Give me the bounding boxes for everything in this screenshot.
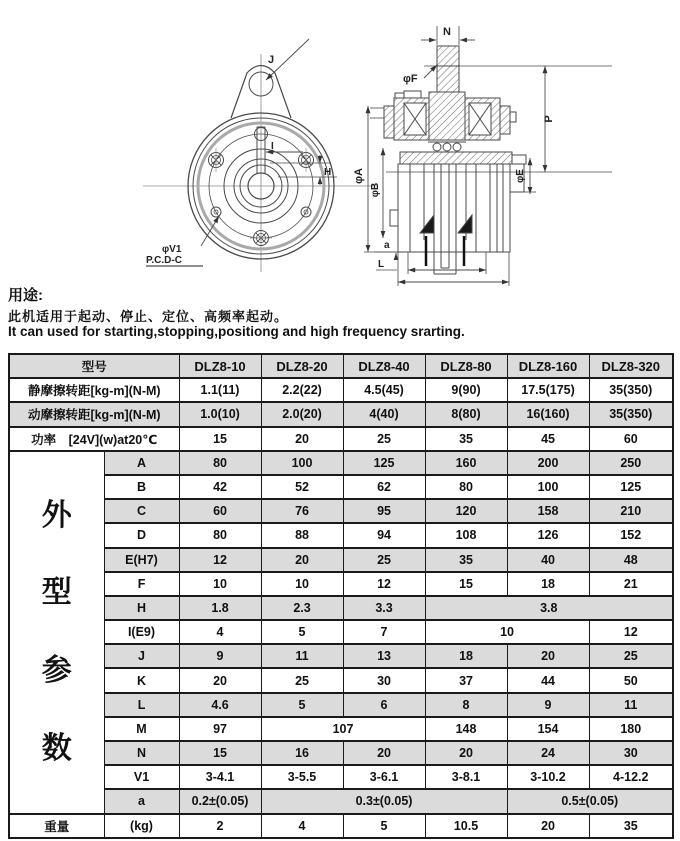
spec-value-cell: 4(40) [343,402,425,426]
spec-value-cell: 20 [261,427,343,451]
dimension-group-label [12,453,102,811]
dim-label-n: N [443,26,451,38]
usage-heading: 用途: [8,287,43,304]
dimension-value-cell: 37 [425,668,507,692]
dimension-param-cell: J [104,644,179,668]
table-row [9,644,673,668]
dimension-value-cell: 7 [343,620,425,644]
dim-label-l: L [378,259,385,270]
table-row [9,499,673,523]
dimension-value-cell: 200 [507,451,589,475]
screw-hole-upper-left [209,148,224,172]
dimension-param-cell: I(E9) [104,620,179,644]
dimension-value-cell: 3-6.1 [343,765,425,789]
dimension-value-cell: 20 [507,644,589,668]
spec-value-cell: 4.5(45) [343,378,425,402]
dim-label-phi-b: φB [370,182,381,198]
dimension-value-cell: 10 [179,572,261,596]
dimension-value-cell: 0.2±(0.05) [179,789,261,813]
dimension-value-cell: 20 [343,741,425,765]
dim-label-i: I [271,141,274,152]
table-row [9,596,673,620]
dimension-value-cell: 210 [589,499,673,523]
weight-value-cell: 4 [261,814,343,838]
dimension-value-cell: 12 [343,572,425,596]
dimension-value-cell: 18 [425,644,507,668]
dim-label-pcd: P.C.D-C [146,255,182,266]
section-view-drawing [364,26,612,286]
table-row [9,765,673,789]
dimension-value-cell: 180 [589,717,673,741]
table-row [9,523,673,547]
dimension-value-cell: 25 [343,548,425,572]
dimension-value-cell: 18 [507,572,589,596]
specification-table [8,353,674,839]
dimension-value-cell: 25 [589,644,673,668]
dimension-value-cell: 80 [425,475,507,499]
spec-row-label: 功率 [24V](w)at20℃ [9,427,179,451]
dimension-value-cell: 25 [261,668,343,692]
spec-value-cell: 9(90) [425,378,507,402]
dimension-param-cell: C [104,499,179,523]
dimension-value-cell: 3-4.1 [179,765,261,789]
table-row [9,741,673,765]
dimension-value-cell: 48 [589,548,673,572]
dimension-value-cell: 100 [507,475,589,499]
front-view-drawing [143,39,378,272]
dimension-param-cell: a [104,789,179,813]
table-row [9,354,673,378]
dimension-value-cell: 1.8 [179,596,261,620]
dimension-value-cell: 97 [179,717,261,741]
weight-value-cell: 2 [179,814,261,838]
bearing-ball [453,143,461,151]
spec-value-cell: 35(350) [589,378,673,402]
dimension-value-cell: 20 [179,668,261,692]
dimension-value-cell: 15 [425,572,507,596]
dim-label-v1: φV1 [162,244,182,255]
dimension-value-cell: 10 [425,620,589,644]
dimension-value-cell: 52 [261,475,343,499]
spec-value-cell: 25 [343,427,425,451]
dim-label-p: P [543,115,555,123]
dimension-value-cell: 4 [179,620,261,644]
table-row [9,451,673,475]
dim-label-h: H [324,167,332,178]
spec-value-cell: 1.0(10) [179,402,261,426]
dimension-value-cell: 13 [343,644,425,668]
dimension-value-cell: 250 [589,451,673,475]
friction-pad [420,215,434,233]
weight-value-cell: 5 [343,814,425,838]
model-name-cell: DLZ8-10 [179,354,261,378]
table-row [9,475,673,499]
dim-label-a: a [384,240,390,251]
dimension-value-cell: 108 [425,523,507,547]
dimension-param-cell: F [104,572,179,596]
table-row [9,717,673,741]
model-name-cell: DLZ8-320 [589,354,673,378]
usage-line-english: It can used for starting,stopping,positiong and high frequency srarting. [8,324,465,339]
dimension-value-cell: 5 [261,693,343,717]
dimension-group-cell [9,451,104,814]
dimension-value-cell: 126 [507,523,589,547]
model-name-cell: DLZ8-20 [261,354,343,378]
dimension-value-cell: 10 [261,572,343,596]
spec-value-cell: 15 [179,427,261,451]
dimension-value-cell: 44 [507,668,589,692]
dimension-value-cell: 95 [343,499,425,523]
dimension-value-cell: 20 [425,741,507,765]
dimension-param-cell: L [104,693,179,717]
table-row [9,572,673,596]
weight-unit-cell: (kg) [104,814,179,838]
usage-line-chinese: 此机适用于起动、停止、定位、高频率起动。 [8,309,289,324]
spec-value-cell: 2.2(22) [261,378,343,402]
weight-label-cell: 重量 [9,814,104,838]
dimension-param-cell: M [104,717,179,741]
dimension-value-cell: 3.3 [343,596,425,620]
dimension-value-cell: 107 [261,717,425,741]
dimension-value-cell: 3-8.1 [425,765,507,789]
spec-row-label: 动摩擦转距[kg-m](N-M) [9,402,179,426]
spec-value-cell: 8(80) [425,402,507,426]
model-name-cell: DLZ8-160 [507,354,589,378]
dimension-value-cell: 30 [343,668,425,692]
dimension-value-cell: 152 [589,523,673,547]
spec-value-cell: 16(160) [507,402,589,426]
dim-label-phi-f: φF [403,73,418,85]
dimension-value-cell: 60 [179,499,261,523]
bearing-ball [433,143,441,151]
dimension-value-cell: 3-10.2 [507,765,589,789]
weight-value-cell: 35 [589,814,673,838]
spec-value-cell: 17.5(175) [507,378,589,402]
spec-value-cell: 1.1(11) [179,378,261,402]
spec-value-cell: 35 [425,427,507,451]
dimension-value-cell: 12 [589,620,673,644]
dimension-value-cell: 76 [261,499,343,523]
dimension-value-cell: 4-12.2 [589,765,673,789]
dimension-value-cell: 148 [425,717,507,741]
dimension-value-cell: 42 [179,475,261,499]
dimension-value-cell: 94 [343,523,425,547]
dimension-param-cell: N [104,741,179,765]
dimension-param-cell: A [104,451,179,475]
group-label-char: 型 [41,576,72,610]
dimension-value-cell: 15 [179,741,261,765]
bearing-ball [443,143,451,151]
dimension-value-cell: 2.3 [261,596,343,620]
table-row [9,548,673,572]
spec-row-label: 静摩擦转距[kg-m](N-M) [9,378,179,402]
table-row [9,402,673,426]
dimension-value-cell: 0.3±(0.05) [261,789,507,813]
group-label-char: 数 [41,731,72,765]
dimension-param-cell: H [104,596,179,620]
table-row [9,620,673,644]
dimension-param-cell: B [104,475,179,499]
table-row [9,693,673,717]
dimension-value-cell: 3-5.5 [261,765,343,789]
dimension-value-cell: 6 [343,693,425,717]
dimension-value-cell: 30 [589,741,673,765]
dimension-value-cell: 120 [425,499,507,523]
dimension-param-cell: V1 [104,765,179,789]
dim-label-phi-e: φE [515,169,526,183]
spec-value-cell: 60 [589,427,673,451]
model-name-cell: DLZ8-80 [425,354,507,378]
dimension-value-cell: 158 [507,499,589,523]
dimension-value-cell: 9 [507,693,589,717]
usage-section [8,284,648,339]
dimension-value-cell: 50 [589,668,673,692]
dimension-value-cell: 8 [425,693,507,717]
dimension-value-cell: 9 [179,644,261,668]
dimension-value-cell: 80 [179,523,261,547]
dimension-value-cell: 35 [425,548,507,572]
table-row [9,668,673,692]
spec-value-cell: 35(350) [589,402,673,426]
weight-value-cell: 10.5 [425,814,507,838]
dimension-value-cell: 160 [425,451,507,475]
table-row [9,427,673,451]
dimension-value-cell: 80 [179,451,261,475]
dimension-param-cell: K [104,668,179,692]
dimension-value-cell: 88 [261,523,343,547]
dimension-value-cell: 24 [507,741,589,765]
dimension-param-cell: D [104,523,179,547]
dimension-value-cell: 62 [343,475,425,499]
dim-label-phi-a: φA [353,168,365,184]
dimension-value-cell: 0.5±(0.05) [507,789,673,813]
dim-label-j: J [268,54,275,66]
spec-value-cell: 2.0(20) [261,402,343,426]
model-name-cell: DLZ8-40 [343,354,425,378]
table-row [9,814,673,838]
dimension-value-cell: 21 [589,572,673,596]
table-row [9,789,673,813]
table-row [9,378,673,402]
group-label-char: 参 [41,653,72,687]
dimension-value-cell: 12 [179,548,261,572]
dimension-value-cell: 3.8 [425,596,673,620]
dimension-value-cell: 11 [261,644,343,668]
dimension-param-cell: E(H7) [104,548,179,572]
model-header-cell: 型号 [9,354,179,378]
dimension-value-cell: 4.6 [179,693,261,717]
dimension-value-cell: 5 [261,620,343,644]
dimension-value-cell: 16 [261,741,343,765]
dimension-value-cell: 154 [507,717,589,741]
dimension-value-cell: 125 [343,451,425,475]
weight-value-cell: 20 [507,814,589,838]
dimension-value-cell: 100 [261,451,343,475]
dimension-value-cell: 11 [589,693,673,717]
friction-pad [458,215,472,233]
dimension-value-cell: 40 [507,548,589,572]
dimension-value-cell: 125 [589,475,673,499]
dimension-value-cell: 20 [261,548,343,572]
spec-value-cell: 45 [507,427,589,451]
group-label-char: 外 [41,498,72,532]
